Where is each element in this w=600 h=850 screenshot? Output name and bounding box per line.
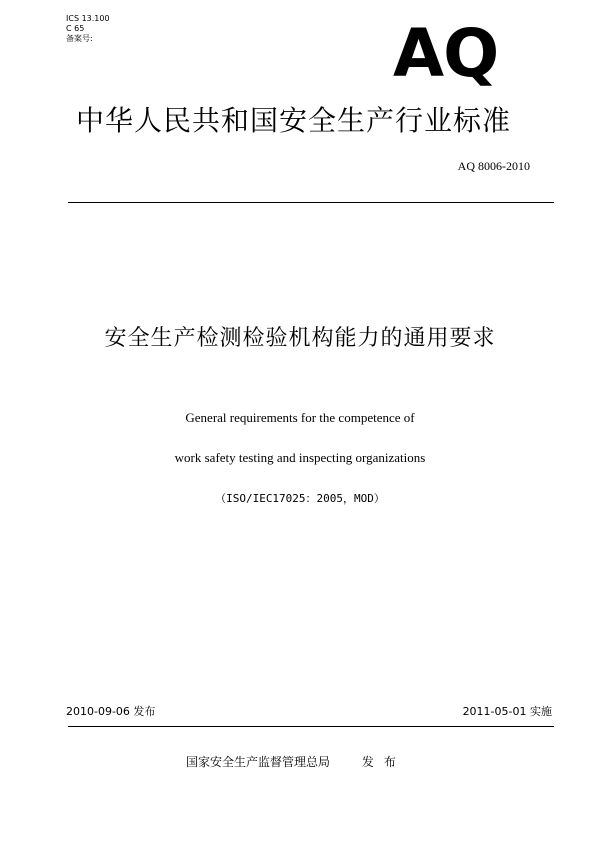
- document-title-en-line1: General requirements for the competence of: [185, 410, 415, 425]
- implementation-date: 2011-05-01 实施: [462, 705, 552, 718]
- footer-divider: [68, 726, 554, 727]
- issuer-action: 发布: [361, 755, 406, 769]
- standard-number: AQ 8006-2010: [457, 159, 530, 173]
- header-divider: [68, 202, 554, 203]
- issue-date: 2010-09-06 发布: [66, 705, 156, 718]
- issuer-line: [186, 753, 406, 771]
- ics-code: ICS 13.100: [66, 14, 110, 23]
- iso-reference: （ISO/IEC17025：2005，MOD）: [215, 492, 385, 505]
- ccs-code: C 65: [66, 24, 85, 33]
- issuer-organization: 国家安全生产监督管理总局: [186, 755, 331, 769]
- standard-logo: AQ: [393, 15, 499, 92]
- industry-standard-title: 中华人民共和国安全生产行业标准: [76, 104, 512, 137]
- classification-block: [66, 14, 110, 44]
- record-number: 备案号:: [66, 34, 93, 43]
- document-title-en-line2: work safety testing and inspecting organizations: [174, 450, 426, 465]
- document-title-zh: 安全生产检测检验机构能力的通用要求: [104, 326, 496, 351]
